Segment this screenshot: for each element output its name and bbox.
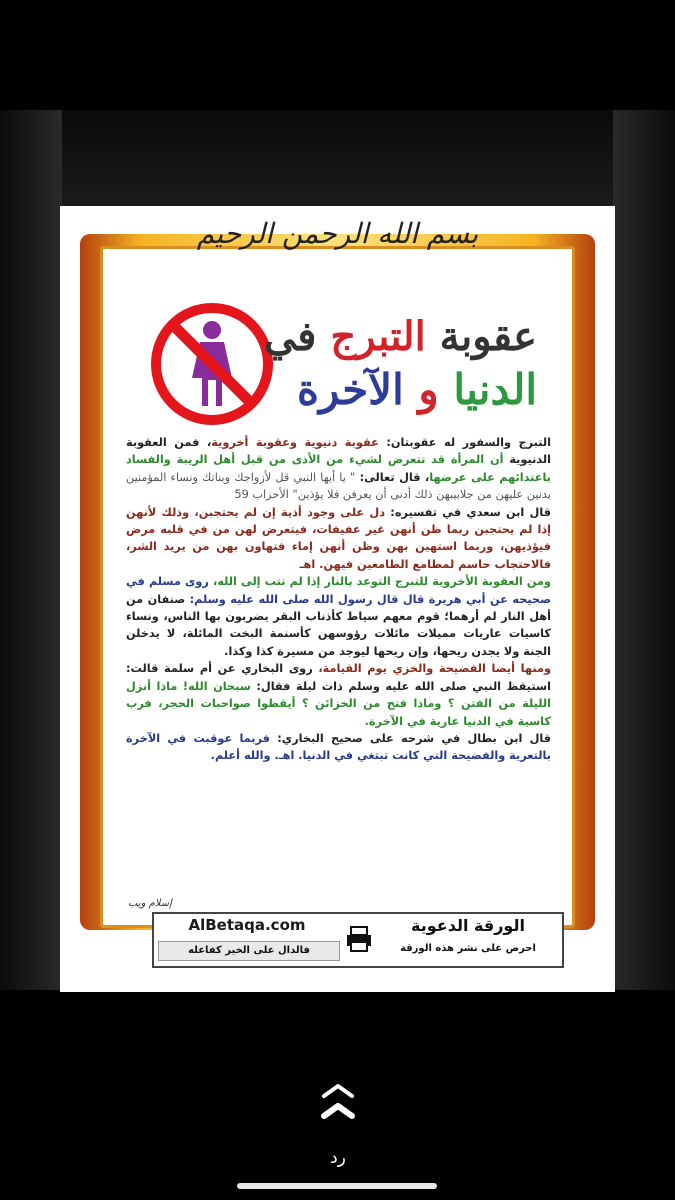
no-woman-icon (150, 302, 274, 426)
site-slogan: فالدال على الخير كفاعله (158, 941, 340, 961)
story-image (60, 206, 615, 992)
title-line-2 (297, 364, 537, 416)
basmala: بسم الله الرحمن الرحيم (196, 217, 479, 250)
paragraph (126, 434, 551, 504)
title-word-6: الآخرة (297, 365, 404, 414)
text-segment: دل على وجود أذية إن لم يحتجبن، وذلك لأنهن إذا لم يحتجبن ربما ظن أنهن غير عفيفات، فيتعرض لهن من في قلبه مرض فيؤذيهن، وربما استهين بهن وظن أنهن إماء فتهاون بهن من يريد الشر، فالاحتجاب حاسم لمطامع الطامعين فيهن. اهـ (126, 505, 551, 571)
text-segment: روى مسلم في صحيحه عن أبي هريرة قال قال رسول الله صلى الله عليه وسلم: (126, 575, 551, 606)
text-segment: ، فمن العقوبة الدنيوية (126, 436, 551, 467)
top-bar (0, 0, 675, 110)
text-segment: ، قال تعالى: (355, 470, 430, 484)
title-word-4: الدنيا (453, 365, 537, 414)
paragraph (126, 730, 551, 765)
text-segment: قال ابن بطال في شرحه على صحيح البخاري: (269, 731, 551, 745)
article-body (126, 434, 551, 910)
text-segment: قال ابن سعدي في تفسيره: (385, 505, 551, 519)
title-word-1: عقوبة (439, 313, 537, 360)
title-word-2: التبرج (330, 313, 426, 360)
printer-icon (344, 924, 374, 954)
text-segment: روى البخاري عن أم سلمة قالت: استيقظ النبي صلى الله عليه وسلم ذات ليلة فقال: (126, 662, 551, 693)
background-blur-left (0, 110, 62, 990)
title-line-1 (264, 312, 537, 362)
text-segment: ومنها أيضا الفضيحة والخزي يوم القيامة، (312, 662, 551, 676)
text-segment: سبحان الله! ماذا أنزل الليلة من الفتن ؟ وماذا فتح من الخزائن ؟ أيقظوا صواحبات الحجر، فرب كاسية في الدنيا عارية في الآخرة. (126, 679, 551, 728)
text-segment: التبرج والسفور له عقوبتان: (378, 436, 551, 449)
text-segment: ومن العقوبة الأخروية للتبرج التوعد بالنار إذا لم تتب إلى الله، (208, 575, 551, 589)
swipe-up-chevron-icon[interactable] (318, 1080, 358, 1130)
footer-banner (152, 912, 564, 968)
background-blur-right (613, 110, 675, 990)
home-indicator[interactable] (237, 1183, 437, 1189)
title-word-5: و (418, 365, 439, 414)
reply-button[interactable]: رد (330, 1148, 346, 1168)
paragraph (126, 660, 551, 730)
text-segment: صنفان من أهل النار لم أرهما؛ قوم معهم سياط كأذناب البقر يضربون بها الناس، ونساء كاسيات عاريات مميلات مائلات رؤوسهن كأسنمة البخت المائلة، لا يدخلن الجنة ولا يجدن ريحها، وإن ريحها ليوجد من مسيرة كذا وكذا. (126, 592, 551, 658)
paragraph (126, 573, 551, 660)
site-url: AlBetaqa.com (188, 916, 306, 934)
text-segment: " يا أيها النبي قل لأزواجك وبناتك ونساء المؤمنين يدنين عليهن من جلابيبهن ذلك أدنى أن يعرفن فلا يؤذين" الأحزاب 59 (126, 470, 551, 502)
text-segment: أن المرأة قد تتعرض لشيء من الأذى من قبل أهل الريبة والفساد باعتدائهم على عرضها (126, 453, 551, 484)
paragraph (126, 504, 551, 574)
brand-title: الورقة الدعوية (411, 916, 525, 935)
signature: إسلام ويب (128, 898, 172, 909)
text-segment: عقوبة دنيوية وعقوبة أخروية (211, 436, 379, 449)
background-blur-top (0, 110, 675, 206)
title-word-3: في (263, 313, 317, 360)
text-segment: فربما عوقبت في الآخرة بالتعرية والفضيحة التي كانت تبتغي في الدنيا. اهـ. والله أعلم. (126, 731, 551, 763)
brand-slogan: احرص على نشر هذه الورقة (400, 943, 536, 954)
